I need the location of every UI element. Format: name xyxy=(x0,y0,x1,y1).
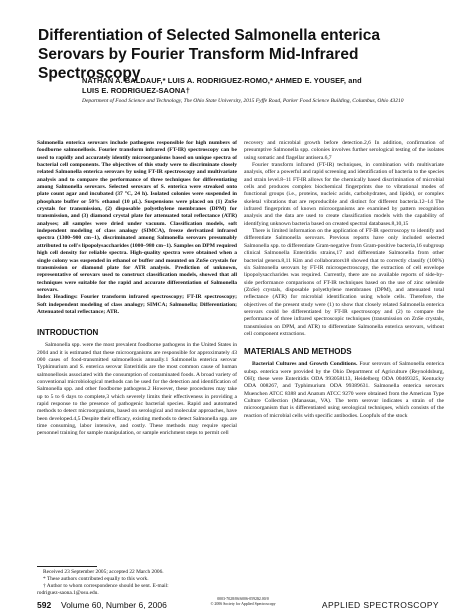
issn-block xyxy=(198,597,288,607)
journal-name: APPLIED SPECTROSCOPY xyxy=(321,600,439,610)
cultures-text: Four serovars of Salmonella enterica subsp. enterica were provided by the Ohio Department of Agriculture (Reynoldsburg, OH); these were Enteritidis ODA 993058113, Heidelberg ODA 00469325, Kentucky ODA 008267, and Typhimurium ODA 99389631. Salmonella enterica serovars Muenchen ATCC 8388 and Anatum ATCC 9270 were obtained from the American Type Culture Collection (Manassas, VA). The term serovar indicates a strain of the microorganism that is differentiated using serological techniques, which consists of the reaction of microbial cells with specific antibodies. Loopfuls of the stock xyxy=(244,361,444,419)
objectives-paragraph: There is limited information on the application of FT-IR spectroscopy to identify and differentiate Salmonella serovars. Previous reports have only included selected Salmonella spp. to differentiate Gram-negative from Gram-positive bacteria,16 subgroup clinical Salmonella Enteritidis strains,17 and differentiate Salmonella from other bacterial genera.8,11 Kim and collaborators18 showed that to correctly classify (100%) six Salmonella serovars by FT-IR microspectroscopy, the extraction of cell envelope lipopolysaccharides was required. Currently, there are no available reports of side-by-side performance comparisons of FT-IR techniques based on the use of zinc selenide (ZnSe) crystals, disposable polyethylene membranes (DPM), and attenuated total reflectance (ATR) for microbial identification using whole cells. Therefore, the objectives of the present study were (1) to show that closely related Salmonella enterica serovars could be differentiated by FT-IR spectroscopy and (2) to compare the performance of three infrared spectroscopic techniques (transmission on ZnSe crystals, transmission on DPM, and ATR) to differentiate Salmonella enterica serovars, without cell component extractions. xyxy=(244,228,444,337)
abstract xyxy=(37,140,237,316)
methods-heading: MATERIALS AND METHODS xyxy=(244,347,352,357)
intro-continued-paragraph: recovery and microbial growth before detection.2,6 In addition, confirmation of presumptive Salmonella spp. colonies involves further serological testing of the isolates using somatic and flagellar antisera.6,7 xyxy=(244,140,444,161)
abstract-text: Salmonella enterica serovars include pathogens responsible for high numbers of foodborne salmonellosis. Fourier transform infrared (FT-IR) spectroscopy can be used to rapidly and accurately identify microorganisms based on unique spectra of bacterial cell components. The objectives of this study were to discriminate closely related Salmonella enterica serovars by using FT-IR spectroscopy and multivariate analysis and to compare the performance of three techniques for differentiating among Salmonella serovars. Selected serovars of S. enterica were streaked onto plate count agar and incubated (37 °C, 24 h). Isolated colonies were suspended in phosphate buffer or 50% ethanol (10 µL). Suspensions were placed on (1) ZnSe crystals for transmission, (2) disposable polyethylene membranes (DPM) for transmission, and (3) diamond crystal plate for attenuated total reflectance (ATR) analyses; all samples were dried under vacuum. Classification models, soft independent modeling of class analogy (SIMCA), freeze derivatized infrared spectra (1300–900 cm−1), discriminated among Salmonella serovars presumably attributed to cell's lipopolysaccharides (1000–980 cm−1). Samples on DPM required high cell density for reliable spectra. High-quality spectra were obtained when a single colony was suspended in ethanol or buffer and mounted on ZnSe crystals for transmission or diamond plate for ATR analysis. Prediction of unknown, representative of serovars used to construct classification models, showed that all techniques were suitable for the rapid and accurate differentiation of Salmonella serovars. xyxy=(37,140,237,293)
authors-line-1: NATHAN A. BALDAUF,* LUIS A. RODRIGUEZ-ROMO,* AHMED E. YOUSEF, and xyxy=(82,76,362,85)
footnote-divider xyxy=(37,566,97,567)
equal-contribution-note: * These authors contributed equally to this work. xyxy=(43,576,149,582)
index-headings: Index Headings: Fourier transform infrared spectroscopy; FT-IR spectroscopy; Soft independent modeling of class analogy; SIMCA; Salmonella; Differentiation; Attenuated total reflectance; ATR. xyxy=(37,294,237,315)
author-list xyxy=(82,76,442,96)
page-number: 592 xyxy=(37,600,52,610)
left-column xyxy=(37,140,237,438)
paper-title: Differentiation of Selected Salmonella enterica Serovars by Fourier Transform Mid-Infrared Spectroscopy xyxy=(38,27,380,82)
footnotes xyxy=(37,569,237,597)
volume-info: Volume 60, Number 6, 2006 xyxy=(61,600,167,610)
right-column xyxy=(244,140,444,420)
cultures-paragraph xyxy=(244,361,444,420)
copyright-notice: © 2006 Society for Applied Spectroscopy xyxy=(210,601,276,606)
corresponding-email: rodriguez-saona.1@osu.edu. xyxy=(37,590,99,596)
affiliation: Department of Food Science and Technology, The Ohio State University, 2015 Fyffe Road, Parker Food Science Building, Columbus, Ohio 43210 xyxy=(82,98,404,104)
introduction-heading: INTRODUCTION xyxy=(37,328,99,338)
introduction-paragraph: Salmonella spp. were the most prevalent foodborne pathogens in the United States in 2004 and it is estimated that these microorganisms are responsible for approximately 43 000 cases of food-transmitted salmonellosis annually.1 Salmonella enterica serovar Typhimurium and S. enterica serovar Enteritidis are the most common cause of human salmonellosis associated with the consumption of contaminated foods. A broad variety of conventional microbiological methods can be used for the detection and identification of Salmonella spp. and other foodborne pathogens.2 However, these procedures may take up to 5 to 6 days to complete,3 which severely limits their effectiveness in providing a rapid response to the presence of pathogenic bacterial species. Rapid and automated methods to detect microorganisms, based on serological and molecular approaches, have been developed.4,5 Despite their efficacy, existing methods to detect Salmonella spp. are time consuming, labor intensive, and costly. These methods may require special personnel training for sample manipulation, or sample enrichment steps to permit cell xyxy=(37,342,237,437)
received-note: Received 23 September 2005; accepted 22 March 2006. xyxy=(43,569,164,575)
page-footer xyxy=(37,597,439,612)
corresponding-author-note: † Author to whom correspondence should be sent. E-mail: xyxy=(43,583,169,589)
issn-code: 0003-7028/06/6006-0592$2.00/0 xyxy=(217,597,269,601)
cultures-subheading: Bacterial Cultures and Growth Conditions. xyxy=(252,361,358,368)
authors-line-2: LUIS E. RODRIGUEZ-SAONA† xyxy=(82,86,190,95)
ftir-paragraph: Fourier transform infrared (FT-IR) techniques, in combination with multivariate analysis, offer a powerful and rapid screening and identification of bacteria to the species and strain level.8–11 FT-IR allows for the chemically based discrimination of microbial cells and produces complex biochemical fingerprints due to vibrational modes of functional groups (i.e., proteins, nucleic acids, carbohydrates, and lipids), or complex skeletal vibrations that are reproducible and distinct for different bacteria.12–14 The infrared fingerprints of known microorganisms are examined by pattern recognition analysis and the data are used to create classification models with the capability of identifying unknown bacteria based on created spectral databases.8,10,15 xyxy=(244,162,444,227)
